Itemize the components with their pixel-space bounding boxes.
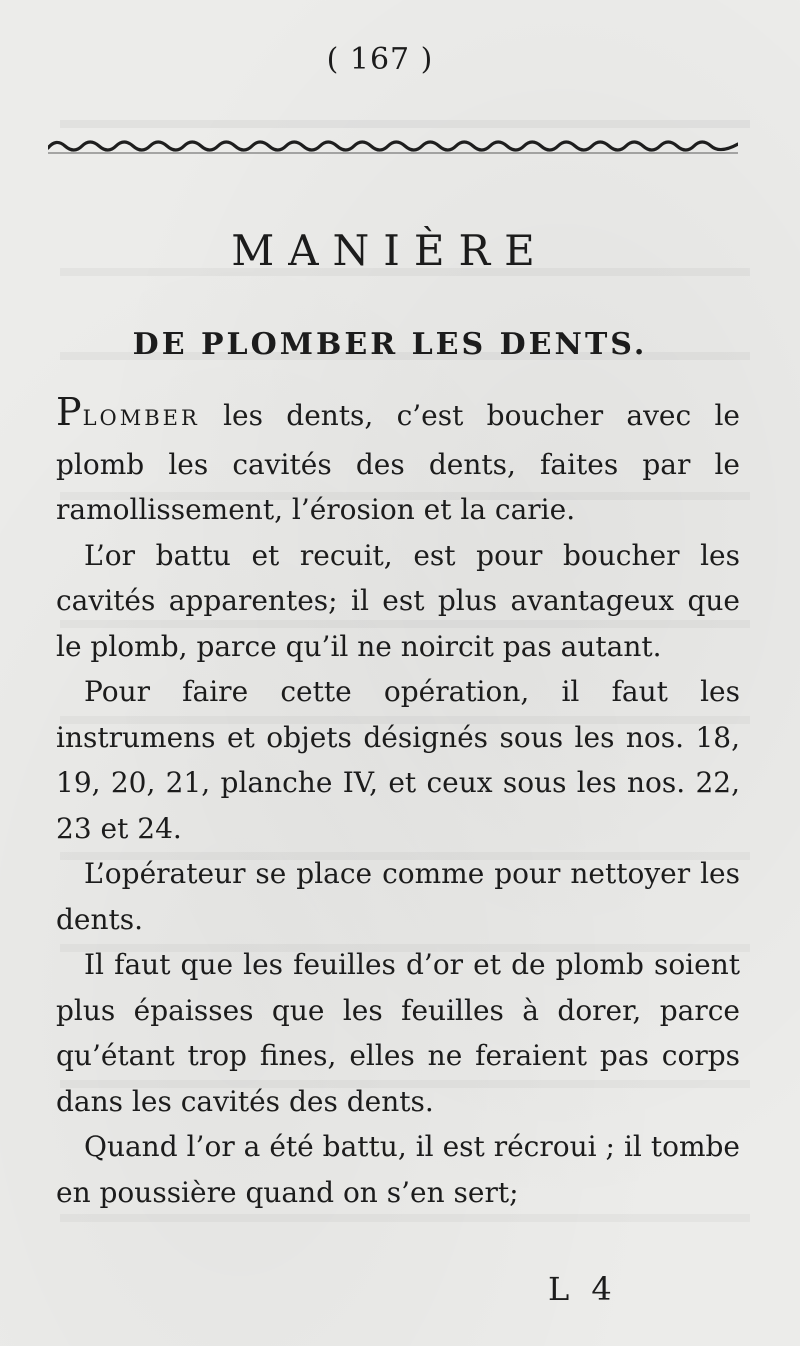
bleed-through-line: [60, 120, 750, 128]
body-text: [56, 390, 740, 1215]
paragraph: Quand l’or a été battu, il est récroui ; il tombe en poussière quand on s’en sert;: [56, 1130, 740, 1209]
opening-smallcaps: LOMBER: [82, 406, 200, 430]
paragraph: Pour faire cette opération, il faut les instrumens et objets désignés sous les nos. 18, 19, 20, 21, planche IV, et ceux sous les nos. 22, 23 et 24.: [56, 675, 740, 845]
opening-paragraph: [56, 390, 740, 533]
signature-mark: L 4: [548, 1270, 618, 1308]
chapter-subtitle: DE PLOMBER LES DENTS.: [132, 326, 648, 362]
initial-letter: P: [56, 390, 83, 434]
opening-text: les dents, c’est boucher avec le plomb les cavités des dents, faites par le ramollissement, l’érosion et la carie.: [56, 399, 740, 526]
wavy-rule-ornament: [48, 132, 738, 158]
paragraph: L’or battu et recuit, est pour boucher les cavités apparentes; il est plus avantageux que le plomb, parce qu’il ne noircit pas autant.: [56, 538, 740, 663]
bleed-through-line: [60, 1214, 750, 1222]
paragraph: Il faut que les feuilles d’or et de plomb soient plus épaisses que les feuilles à dorer, parce qu’étant trop fines, elles ne feraient pas corps dans les cavités des dents.: [56, 948, 740, 1118]
page-number: ( 167 ): [326, 42, 434, 77]
chapter-title: MANIÈRE: [231, 226, 549, 276]
paragraph: L’opérateur se place comme pour nettoyer les dents.: [56, 857, 740, 936]
